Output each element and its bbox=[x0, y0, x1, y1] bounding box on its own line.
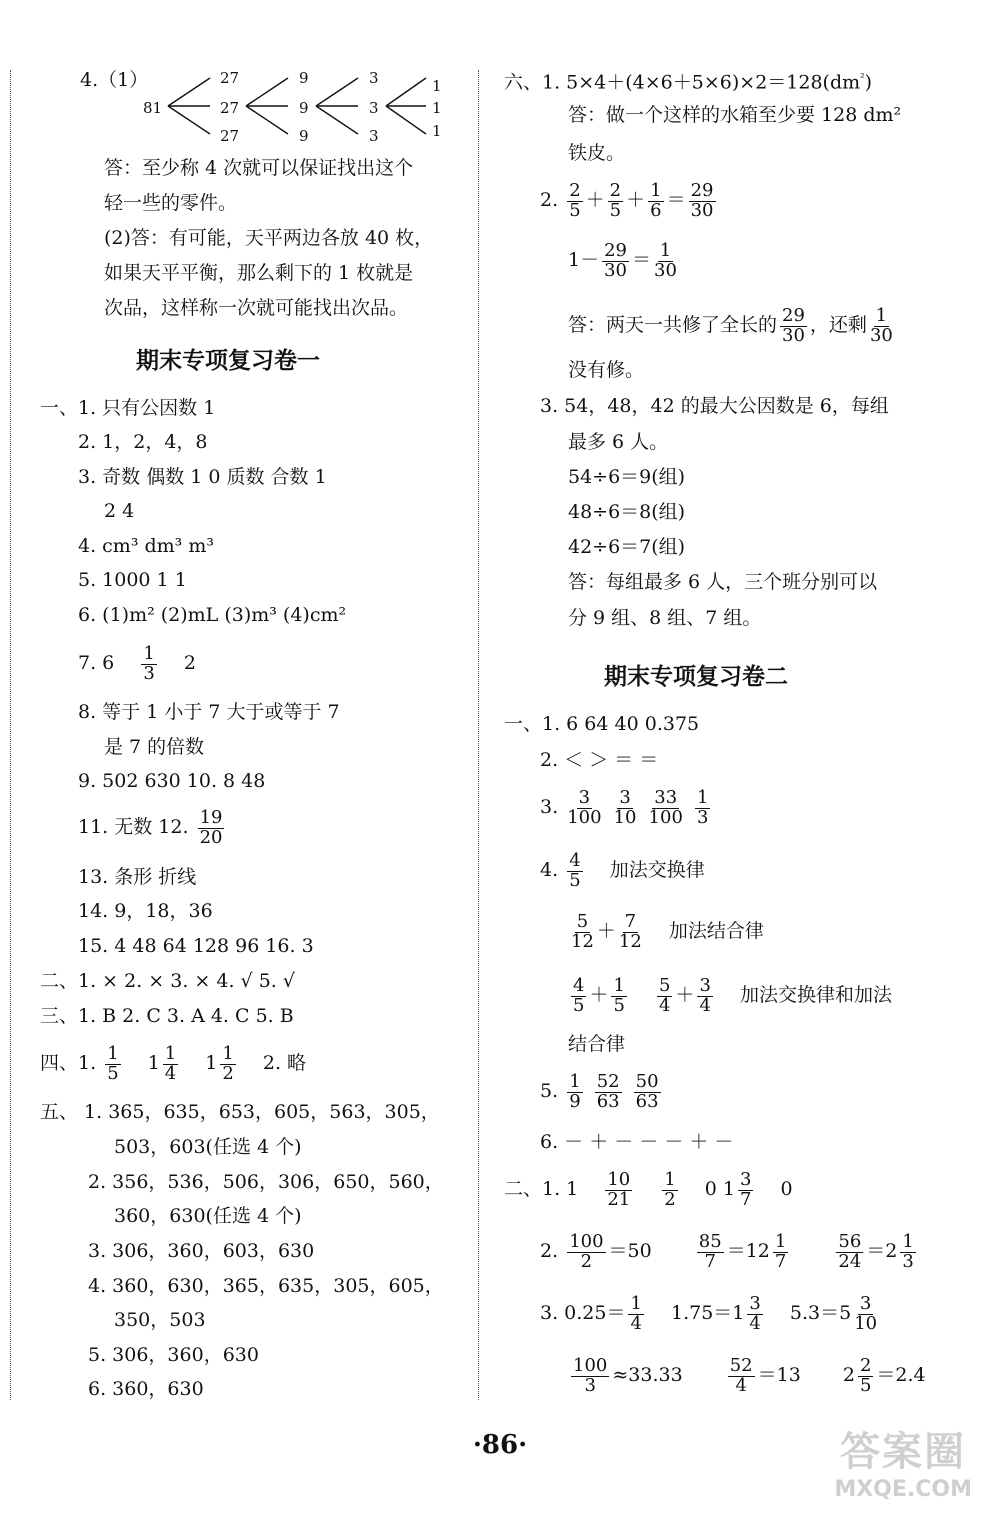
yi-11: 11. 无数 12. $\frac{19}{20}$ bbox=[78, 806, 223, 848]
q4-part2-a: (2)答：有可能，天平两边各放 40 枚， bbox=[104, 227, 434, 249]
wu-2: 503，603(任选 4 个) bbox=[114, 1136, 302, 1158]
fraction: $\frac{1}{5}$ bbox=[107, 1042, 119, 1084]
page-number: ·86· bbox=[472, 1430, 528, 1460]
tree-node-3c: 3 bbox=[369, 127, 379, 145]
fraction: $\frac{2}{5}$ bbox=[569, 179, 581, 221]
yi-8b: 是 7 的倍数 bbox=[104, 736, 205, 758]
q4-answer-1: 答：至少称 4 次就可以保证找出这个 bbox=[104, 157, 414, 179]
r-yi-6: 6. － ＋ － － － ＋ － bbox=[540, 1131, 734, 1153]
yi-6: 6. (1)m² (2)mL (3)m³ (4)cm² bbox=[78, 604, 347, 626]
left-divider bbox=[10, 70, 11, 1400]
yi-3a: 3. 奇数 偶数 1 0 质数 合数 1 bbox=[78, 466, 327, 488]
watermark: 答案圈 MXQE.COM bbox=[834, 1429, 972, 1502]
liu-1-answer: 答：做一个这样的水箱至少要 128 dm² bbox=[568, 104, 902, 126]
q4-part2-b: 如果天平平衡，那么剩下的 1 枚就是 bbox=[104, 262, 414, 284]
fraction: $\frac{1}{3}$ bbox=[902, 1230, 914, 1272]
san-answers: 三、1. B 2. C 3. A 4. C 5. B bbox=[40, 1005, 294, 1027]
fraction: $\frac{1}{3}$ bbox=[143, 642, 155, 684]
yi-14: 14. 9，18，36 bbox=[78, 900, 213, 922]
fraction: $\frac{50}{63}$ bbox=[635, 1070, 659, 1112]
fraction: $\frac{2}{5}$ bbox=[609, 179, 622, 221]
fraction: $\frac{3}{100}$ bbox=[567, 786, 602, 828]
r-yi-4b: $\frac{5}{12}$ ＋ $\frac{7}{12}$ 加法结合律 bbox=[571, 910, 764, 952]
fraction: $\frac{1}{4}$ bbox=[164, 1042, 177, 1084]
fraction: $\frac{1}{9}$ bbox=[569, 1070, 581, 1112]
r-yi-4d: 结合律 bbox=[568, 1033, 626, 1055]
r-yi-4c: $\frac{4}{5}$ ＋ $\frac{1}{5}$ $\frac{5}{4}$ ＋ $\frac{3}{4}$ 加法交换律和加法 bbox=[573, 974, 892, 1016]
fraction: $\frac{1}{2}$ bbox=[664, 1168, 676, 1210]
wu-4: 360，630(任选 4 个) bbox=[114, 1205, 302, 1227]
fraction: $\frac{29}{30}$ bbox=[782, 304, 805, 346]
tree-node-27b: 27 bbox=[220, 99, 240, 117]
fraction: $\frac{5}{12}$ bbox=[571, 910, 594, 952]
wu-9: 6. 360，630 bbox=[88, 1378, 204, 1400]
r-yi-5: 5. $\frac{1}{9}$ $\frac{52}{63}$ $\frac{50}{63}$ bbox=[540, 1070, 659, 1112]
fraction: $\frac{1}{5}$ bbox=[613, 974, 625, 1016]
fraction: $\frac{52}{63}$ bbox=[596, 1070, 620, 1112]
fraction: $\frac{3}{4}$ bbox=[699, 974, 711, 1016]
tree-node-3b: 3 bbox=[369, 99, 379, 117]
tree-node-9b: 9 bbox=[299, 99, 309, 117]
fraction: $\frac{10}{21}$ bbox=[607, 1168, 631, 1210]
tree-node-27a: 27 bbox=[220, 69, 240, 87]
r-er-1: 二、1. 1 $\frac{10}{21}$ $\frac{1}{2}$ 0 1 $\frac{3}{7}$ 0 bbox=[504, 1168, 793, 1210]
r-er-2: 2. $\frac{100}{2}$ ＝50 $\frac{85}{7}$ ＝12 $\frac{1}{7}$ $\frac{56}{24}$ ＝2 $\frac{1}{3}$ bbox=[540, 1230, 914, 1272]
r-er-3: 3. 0.25＝ $\frac{1}{4}$ 1.75＝1 $\frac{3}{4}$ 5.3＝5 $\frac{3}{10}$ bbox=[540, 1292, 878, 1334]
fraction: $\frac{100}{2}$ bbox=[569, 1230, 604, 1272]
si-answers: 四、1. $\frac{1}{5}$ 1 $\frac{1}{4}$ 1 $\frac{1}{2}$ 2. 略 bbox=[40, 1042, 307, 1084]
fraction: $\frac{4}{5}$ bbox=[569, 849, 581, 891]
yi-5: 5. 1000 1 1 bbox=[78, 569, 187, 591]
yi-4: 4. cm³ dm³ m³ bbox=[78, 535, 214, 557]
liu-3a: 3. 54，48，42 的最大公因数是 6，每组 bbox=[540, 395, 889, 417]
fraction: $\frac{1}{30}$ bbox=[869, 304, 893, 346]
section-title-1: 期末专项复习卷一 bbox=[136, 348, 320, 374]
liu-1-answer-2: 铁皮。 bbox=[568, 142, 626, 164]
fraction: $\frac{4}{5}$ bbox=[573, 974, 585, 1016]
tree-node-27c: 27 bbox=[220, 127, 240, 145]
section-title-2: 期末专项复习卷二 bbox=[604, 664, 788, 690]
q4-label: 4.（1） bbox=[80, 69, 149, 91]
wu-1: 五、 1. 365，635，653，605，563，305， bbox=[40, 1101, 440, 1123]
fraction: $\frac{1}{3}$ bbox=[696, 786, 709, 828]
yi-3b: 2 4 bbox=[104, 500, 135, 522]
liu-3e: 42÷6＝7(组) bbox=[568, 536, 686, 558]
center-divider bbox=[478, 70, 479, 1400]
fraction: $\frac{56}{24}$ bbox=[838, 1230, 862, 1272]
yi-2: 2. 1，2，4，8 bbox=[78, 431, 208, 453]
fraction: $\frac{52}{4}$ bbox=[729, 1354, 753, 1396]
fraction: $\frac{2}{5}$ bbox=[859, 1354, 872, 1396]
wu-3: 2. 356，536，506，306，650，560， bbox=[88, 1171, 444, 1193]
r-yi-2: 2. ＜ ＞ ＝ ＝ bbox=[540, 749, 659, 771]
liu-3f: 答：每组最多 6 人，三个班分别可以 bbox=[568, 571, 878, 593]
liu-3d: 48÷6＝8(组) bbox=[568, 501, 686, 523]
r-er-3b: $\frac{100}{3}$ ≈33.33 $\frac{52}{4}$ ＝13 2 $\frac{2}{5}$ ＝2.4 bbox=[573, 1354, 926, 1396]
fraction: $\frac{3}{7}$ bbox=[739, 1168, 752, 1210]
fraction: $\frac{1}{6}$ bbox=[650, 179, 662, 221]
fraction: $\frac{1}{7}$ bbox=[774, 1230, 787, 1272]
fraction: $\frac{1}{2}$ bbox=[222, 1042, 234, 1084]
liu-2-calc: 1－ $\frac{29}{30}$ ＝ $\frac{1}{30}$ bbox=[568, 239, 677, 281]
yi-9: 9. 502 630 10. 8 48 bbox=[78, 770, 266, 792]
fraction: $\frac{1}{4}$ bbox=[630, 1292, 642, 1334]
fraction: $\frac{3}{10}$ bbox=[613, 786, 637, 828]
fraction: $\frac{3}{4}$ bbox=[749, 1292, 761, 1334]
yi-15: 15. 4 48 64 128 96 16. 3 bbox=[78, 935, 314, 957]
yi-8a: 8. 等于 1 小于 7 大于或等于 7 bbox=[78, 701, 340, 723]
wu-5: 3. 306，360，603，630 bbox=[88, 1240, 315, 1262]
tree-node-1b: 1 bbox=[432, 99, 442, 117]
fraction: $\frac{19}{20}$ bbox=[199, 806, 223, 848]
wu-6: 4. 360，630，365，635，305，605， bbox=[88, 1275, 444, 1297]
wu-8: 5. 306，360，630 bbox=[88, 1344, 259, 1366]
tree-node-1c: 1 bbox=[432, 122, 442, 140]
yi-1: 一、1. 只有公因数 1 bbox=[40, 397, 216, 419]
fraction: $\frac{33}{100}$ bbox=[648, 786, 683, 828]
liu-2-answer: 答：两天一共修了全长的 $\frac{29}{30}$ ，还剩 $\frac{1}{30}$ bbox=[568, 304, 893, 346]
fraction: $\frac{1}{30}$ bbox=[654, 239, 677, 281]
fraction: $\frac{85}{7}$ bbox=[698, 1230, 722, 1272]
fraction: $\frac{5}{4}$ bbox=[658, 974, 671, 1016]
liu-3g: 分 9 组、8 组、7 组。 bbox=[568, 607, 762, 629]
tree-node-1a: 1 bbox=[432, 77, 442, 95]
er-answers: 二、1. × 2. × 3. × 4. √ 5. √ bbox=[40, 970, 295, 992]
liu-2-answer-2: 没有修。 bbox=[568, 359, 645, 381]
r-yi-1: 一、1. 6 64 40 0.375 bbox=[504, 713, 700, 735]
liu-1: 六、1. $5\times 4+(4\times 6+5\times 6)\times 2=128(dm^{^2})$ bbox=[504, 71, 872, 94]
fraction: $\frac{3}{10}$ bbox=[854, 1292, 878, 1334]
fraction: $\frac{7}{12}$ bbox=[618, 910, 642, 952]
tree-node-3a: 3 bbox=[369, 69, 379, 87]
r-yi-4: 4. $\frac{4}{5}$ 加法交换律 bbox=[540, 849, 705, 891]
tree-node-9c: 9 bbox=[299, 127, 309, 145]
tree-node-9a: 9 bbox=[299, 69, 309, 87]
fraction: $\frac{29}{30}$ bbox=[604, 239, 627, 281]
yi-13: 13. 条形 折线 bbox=[78, 866, 197, 888]
fraction: $\frac{100}{3}$ bbox=[573, 1354, 608, 1396]
q4-part2-c: 次品，这样称一次就可能找出次品。 bbox=[104, 297, 409, 319]
liu-3c: 54÷6＝9(组) bbox=[568, 466, 686, 488]
liu-2: 2. $\frac{2}{5}$ ＋ $\frac{2}{5}$ ＋ $\frac{1}{6}$ ＝ $\frac{29}{30}$ bbox=[540, 179, 714, 221]
wu-7: 350，503 bbox=[114, 1309, 206, 1331]
fraction: $\frac{29}{30}$ bbox=[690, 179, 714, 221]
tree-root: 81 bbox=[143, 99, 163, 117]
yi-7: 7. 6 $\frac{1}{3}$ 2 bbox=[78, 642, 196, 684]
r-yi-3: 3. $\frac{3}{100}$ $\frac{3}{10}$ $\frac{33}{100}$ $\frac{1}{3}$ bbox=[540, 786, 709, 828]
liu-3b: 最多 6 人。 bbox=[568, 431, 669, 453]
q4-answer-2: 轻一些的零件。 bbox=[104, 192, 238, 214]
